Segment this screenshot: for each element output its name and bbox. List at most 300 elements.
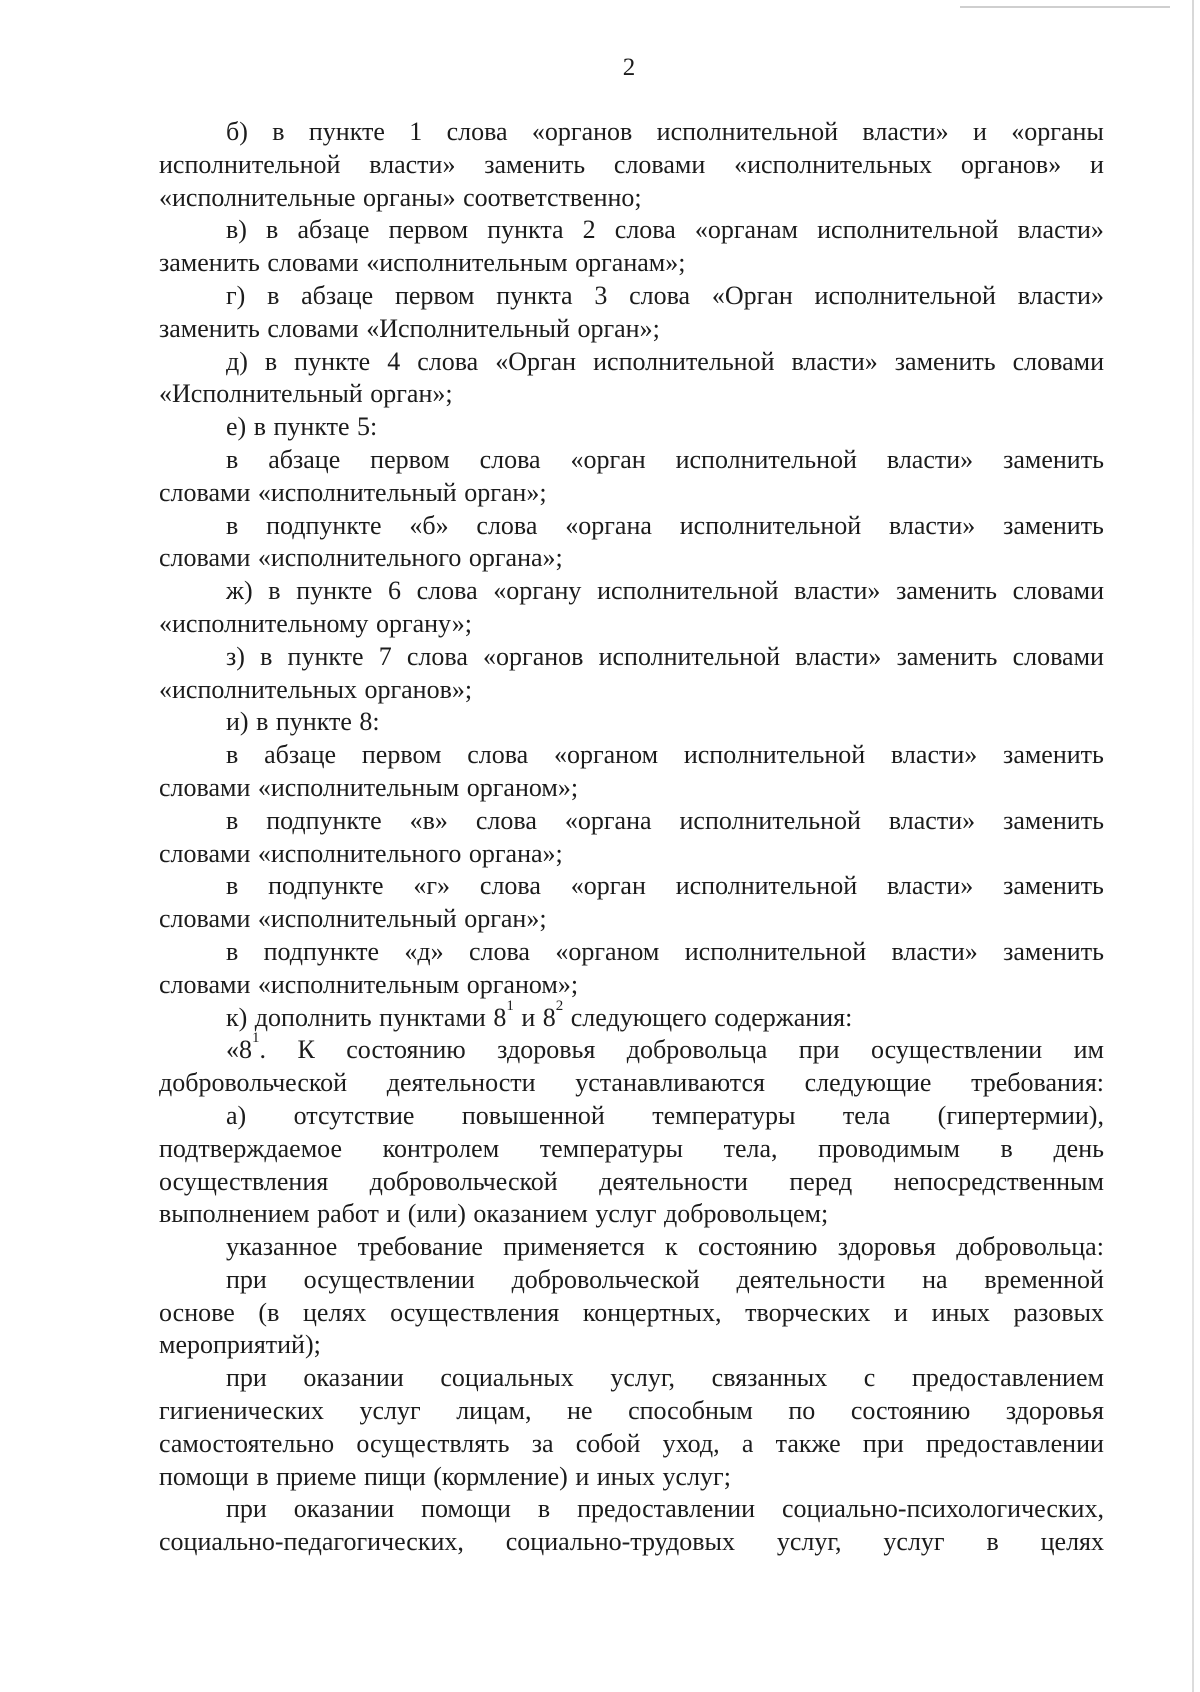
word: услуг [595, 1199, 657, 1229]
text-line [159, 378, 1104, 411]
word: слова [476, 510, 538, 540]
word: власти» [888, 510, 976, 540]
word: исполнительной [679, 510, 862, 540]
word: исполнительной [817, 215, 999, 245]
word: слова [467, 740, 529, 770]
word: работ [317, 1199, 379, 1229]
word: температуры [652, 1100, 796, 1130]
word: в [1000, 1133, 1013, 1163]
word: услуг, [776, 1527, 842, 1557]
word: при [226, 1494, 267, 1524]
word: перед [789, 1166, 853, 1196]
word: тела [842, 1100, 891, 1130]
word: в [256, 1461, 269, 1491]
word: в [537, 1494, 551, 1524]
word: заменить [894, 346, 996, 376]
word: исполнительной [598, 641, 780, 671]
text-line [159, 706, 1104, 739]
word: слова [406, 641, 468, 671]
text-line [159, 1264, 1104, 1297]
word: словами [159, 772, 251, 802]
word: предоставлении [577, 1494, 756, 1524]
text-line [159, 1133, 1104, 1166]
scan-edge-top [960, 6, 1170, 8]
word: добровольца [626, 1035, 768, 1065]
text-line [159, 214, 1104, 247]
word: к [664, 1232, 678, 1262]
word: социально-психологических, [781, 1494, 1104, 1524]
word: «органом [553, 740, 659, 770]
word: а [741, 1428, 754, 1458]
word: «органов [483, 641, 584, 671]
word: словами [1012, 576, 1104, 606]
word: органом»; [466, 969, 579, 999]
word: словами [267, 313, 359, 343]
word: «Исполнительный [159, 379, 363, 409]
text-line [159, 444, 1104, 477]
text-line [159, 1166, 1104, 1199]
word: слова [479, 444, 541, 474]
word: предоставлением [911, 1363, 1104, 1393]
word: осуществления [390, 1297, 560, 1327]
word: деятельности [736, 1264, 886, 1294]
word: «исполнительный [257, 477, 457, 507]
word: здоровья [1005, 1396, 1104, 1426]
text-line [159, 1231, 1104, 1264]
word: добровольцем; [664, 1199, 829, 1229]
word: иных [931, 1297, 990, 1327]
word: здоровья [497, 1035, 596, 1065]
word: уход, [662, 1428, 720, 1458]
word: «исполнительный [257, 904, 457, 934]
text-line [159, 247, 1104, 280]
word: пищи [363, 1461, 426, 1491]
word: при [226, 1264, 267, 1294]
word: д) [226, 346, 248, 376]
word: первом [388, 215, 469, 245]
word: «органам [694, 215, 799, 245]
word: в [264, 346, 278, 376]
word: исполнительной [684, 936, 867, 966]
word: орган»; [577, 313, 660, 343]
word: б) [226, 117, 248, 146]
word: в [226, 444, 239, 474]
word: (гипертермии), [937, 1100, 1104, 1130]
word: им [1073, 1035, 1104, 1065]
word: пункте [287, 641, 364, 671]
word: словами [613, 149, 706, 179]
word: власти» [794, 576, 881, 606]
word: а) [226, 1100, 247, 1130]
word: слова [417, 346, 479, 376]
word: словами [159, 543, 251, 573]
word: пункта [487, 215, 564, 245]
text-line [159, 510, 1104, 543]
text-line [159, 1030, 1104, 1067]
word: при [798, 1035, 840, 1065]
word: исполнительной [159, 149, 341, 179]
word: концертных, [582, 1297, 722, 1327]
word: устанавливаются [575, 1068, 765, 1098]
word: добровольческой [511, 1264, 700, 1294]
word: 5: [357, 412, 378, 442]
word: «Орган [711, 280, 793, 310]
word: «исполнительных [159, 674, 357, 704]
word: слова [629, 280, 691, 310]
word: заменить [1003, 444, 1104, 474]
word: власти» [886, 871, 974, 901]
word: состоянию [697, 1232, 818, 1262]
text-line [159, 1198, 1104, 1231]
word: «исполнительных [734, 149, 933, 179]
word: пункте [273, 412, 350, 442]
word: следующего [570, 1002, 707, 1032]
word: оказании [293, 1494, 395, 1524]
word: заменить [1003, 805, 1104, 835]
word: подпункте [266, 805, 382, 835]
word: 2 [582, 215, 596, 245]
word: орган»; [464, 904, 547, 934]
word: заменить [1003, 871, 1104, 901]
word: и) [226, 707, 249, 737]
word: исполнительной [814, 280, 996, 310]
word: 3 [594, 280, 608, 310]
word: разовых [1013, 1297, 1104, 1327]
word: и [386, 1199, 401, 1229]
word: и [894, 1297, 908, 1327]
word: в [226, 510, 239, 540]
word: в [267, 280, 280, 310]
word: осуществлении [303, 1264, 475, 1294]
word: слова [479, 871, 541, 901]
word: пункте [296, 576, 373, 606]
word: и [575, 1461, 590, 1491]
word: услуг, [610, 1363, 676, 1393]
text-line [159, 346, 1104, 379]
word: заменить [159, 248, 260, 278]
word: оказании [303, 1363, 404, 1393]
word: исполнительной [656, 117, 839, 146]
word: в [226, 805, 239, 835]
word: состоянию [346, 1035, 466, 1065]
word: 1 [409, 117, 423, 146]
word: «д» [404, 936, 444, 966]
word: в) [226, 215, 247, 245]
text-line [159, 969, 1104, 1002]
word: слова [475, 805, 537, 835]
word: первом [361, 740, 442, 770]
text-line [159, 870, 1104, 903]
text-line [159, 1526, 1104, 1559]
word: власти» [1017, 215, 1104, 245]
word: заменить [1003, 740, 1104, 770]
word: 6 [387, 576, 401, 606]
word: исполнительной [679, 805, 861, 835]
word: содержания: [714, 1002, 853, 1032]
word: в [268, 576, 281, 606]
word: требование [357, 1232, 483, 1262]
word: применяется [503, 1232, 645, 1262]
word: орган»; [370, 379, 453, 409]
text-line [159, 739, 1104, 772]
word: осуществления [159, 1166, 329, 1196]
word: предоставлении [925, 1428, 1104, 1458]
word: добровольца: [956, 1232, 1104, 1262]
word: «органа [564, 805, 652, 835]
word: власти» [891, 936, 978, 966]
word: требования: [971, 1068, 1104, 1098]
word: слова [416, 576, 478, 606]
word: осуществлять [356, 1428, 510, 1458]
word: органы» [363, 182, 456, 212]
word: пунктами [379, 1002, 486, 1032]
word: власти» [369, 149, 456, 179]
word: в [266, 215, 279, 245]
text-line [159, 182, 1104, 215]
word: 4 [387, 346, 401, 376]
word: в [226, 740, 239, 770]
word: в [256, 707, 269, 737]
word: органа»; [468, 543, 563, 573]
word: заменить [896, 641, 998, 671]
word: власти» [1017, 280, 1104, 310]
word: ж) [226, 576, 253, 606]
word: «г» [413, 871, 451, 901]
word: деятельности [599, 1166, 748, 1196]
word: абзаце [264, 740, 337, 770]
word: осуществлении [870, 1035, 1043, 1065]
text-line [159, 997, 1104, 1035]
text-line [159, 542, 1104, 575]
word: «в» [409, 805, 448, 835]
word: непосредственным [893, 1166, 1104, 1196]
word: собой [575, 1428, 641, 1458]
word: органа»; [468, 838, 563, 868]
word: К [297, 1035, 315, 1065]
word: и [1090, 149, 1104, 179]
word: слова [614, 215, 676, 245]
text-line [159, 608, 1104, 641]
text-line [159, 280, 1104, 313]
word: слова [446, 117, 508, 146]
text-line [159, 936, 1104, 969]
word: словами [1012, 641, 1104, 671]
word: подтверждаемое [159, 1133, 343, 1163]
word: следующие [804, 1068, 932, 1098]
word: власти» [791, 346, 878, 376]
text-line [159, 1461, 1104, 1494]
text-line [159, 805, 1104, 838]
word: «исполнительные [159, 182, 356, 212]
word: «$8^1$. [226, 1030, 266, 1065]
word: контролем [382, 1133, 500, 1163]
word: дополнить [254, 1002, 372, 1032]
word: тела, [723, 1133, 778, 1163]
word: самостоятельно [159, 1428, 335, 1458]
text-line [159, 1297, 1104, 1330]
word: указанное [226, 1232, 338, 1262]
word: словами [159, 969, 251, 999]
word: «Орган [495, 346, 577, 376]
word: е) [226, 412, 247, 442]
word: 8: [359, 707, 380, 737]
word: исполнительной [683, 740, 866, 770]
word: пункте [308, 117, 385, 146]
word: добровольческой [159, 1068, 348, 1098]
word: з) [226, 641, 245, 671]
word: за [531, 1428, 554, 1458]
word: приеме [276, 1461, 357, 1491]
word: заменить [896, 576, 997, 606]
word: гигиенических [159, 1396, 324, 1426]
word: здоровья [837, 1232, 936, 1262]
word: помощи [159, 1461, 249, 1491]
word: исполнительной [593, 346, 775, 376]
word: способным [628, 1396, 753, 1426]
text-line [159, 1493, 1104, 1526]
word: «Исполнительный [366, 313, 570, 343]
word: «орган [570, 871, 646, 901]
word: в [986, 1527, 999, 1557]
word: в [226, 936, 239, 966]
word: «органа [565, 510, 652, 540]
word: слова [468, 936, 530, 966]
word: в [253, 412, 266, 442]
word: проводимым [818, 1133, 960, 1163]
word: пункте [275, 707, 352, 737]
text-line [159, 1395, 1104, 1428]
word: власти» [795, 641, 882, 671]
word: исполнительной [675, 444, 857, 474]
word: состоянию [850, 1396, 971, 1426]
text-line [159, 1100, 1104, 1133]
word: творческих [745, 1297, 871, 1327]
word: первом [394, 280, 475, 310]
word: не [567, 1396, 593, 1426]
text-line [159, 674, 1104, 707]
word: словами [159, 477, 251, 507]
text-line [159, 477, 1104, 510]
word: выполнением [159, 1199, 310, 1229]
word: отсутствие [293, 1100, 415, 1130]
text-line [159, 149, 1104, 182]
word: соответственно; [463, 182, 642, 212]
document-body [159, 116, 1104, 1559]
word: органов»; [364, 674, 473, 704]
word: пункта [496, 280, 573, 310]
word: (кормление) [433, 1461, 568, 1491]
word: власти» [888, 805, 976, 835]
word: услуг [883, 1527, 945, 1557]
word: органу»; [375, 608, 472, 638]
word: власти» [862, 117, 949, 146]
word: «исполнительным [257, 969, 460, 999]
text-line [159, 575, 1104, 608]
word: абзаце [268, 444, 341, 474]
word: «б» [409, 510, 449, 540]
word: словами [159, 838, 251, 868]
word: «исполнительного [257, 838, 462, 868]
word: иных [596, 1461, 656, 1491]
word: «органы [1011, 117, 1104, 146]
word: 7 [378, 641, 392, 671]
text-line [159, 641, 1104, 674]
word: «органов [531, 117, 633, 146]
word: и [973, 117, 987, 146]
word: «органу [493, 576, 582, 606]
word: социально-трудовых [505, 1527, 735, 1557]
word: (или) [407, 1199, 466, 1229]
word: заменить [159, 313, 260, 343]
word: к) [226, 1002, 248, 1032]
word: подпункте [268, 871, 384, 901]
word: социально-педагогических, [159, 1527, 464, 1557]
word: при [226, 1363, 267, 1393]
word: органам»; [575, 248, 686, 278]
word: в [260, 641, 273, 671]
word: заменить [1003, 510, 1104, 540]
word: целях [303, 1297, 367, 1327]
word: «исполнительным [257, 772, 460, 802]
word: $8^1$ [493, 997, 514, 1032]
word: лицам, [456, 1396, 532, 1426]
text-line [159, 116, 1104, 149]
text-line [159, 313, 1104, 346]
word: с [863, 1363, 876, 1393]
text-line [159, 772, 1104, 805]
word: день [1053, 1133, 1104, 1163]
word: словами [1012, 346, 1104, 376]
word: подпункте [263, 936, 380, 966]
word: заменить [1003, 936, 1104, 966]
word: оказанием [473, 1199, 588, 1229]
word: в [272, 117, 285, 146]
text-line [159, 1362, 1104, 1395]
text-line [159, 838, 1104, 871]
word: $8^2$ [542, 997, 564, 1032]
word: связанных [711, 1363, 828, 1393]
scan-edge-right [1192, 0, 1194, 1692]
word: основе [159, 1297, 235, 1327]
word: абзаце [301, 280, 374, 310]
text-line [159, 1329, 1104, 1362]
word: целях [1040, 1527, 1104, 1557]
word: добровольческой [369, 1166, 558, 1196]
word: заменить [484, 149, 586, 179]
word: на [922, 1264, 948, 1294]
word: абзаце [297, 215, 370, 245]
word: «орган [570, 444, 646, 474]
word: также [775, 1428, 841, 1458]
word: (в [258, 1297, 280, 1327]
word: «органом [555, 936, 660, 966]
word: при [862, 1428, 904, 1458]
word: власти» [891, 740, 978, 770]
word: органов» [960, 149, 1062, 179]
text-line [159, 903, 1104, 936]
word: услуг [359, 1396, 421, 1426]
word: «исполнительным [366, 248, 568, 278]
word: «исполнительному [159, 608, 369, 638]
word: первом [370, 444, 450, 474]
word: органом»; [466, 772, 579, 802]
text-line [159, 1428, 1104, 1461]
text-line [159, 411, 1104, 444]
word: подпункте [266, 510, 382, 540]
word: в [226, 871, 239, 901]
word: социальных [440, 1363, 574, 1393]
word: орган»; [464, 477, 547, 507]
